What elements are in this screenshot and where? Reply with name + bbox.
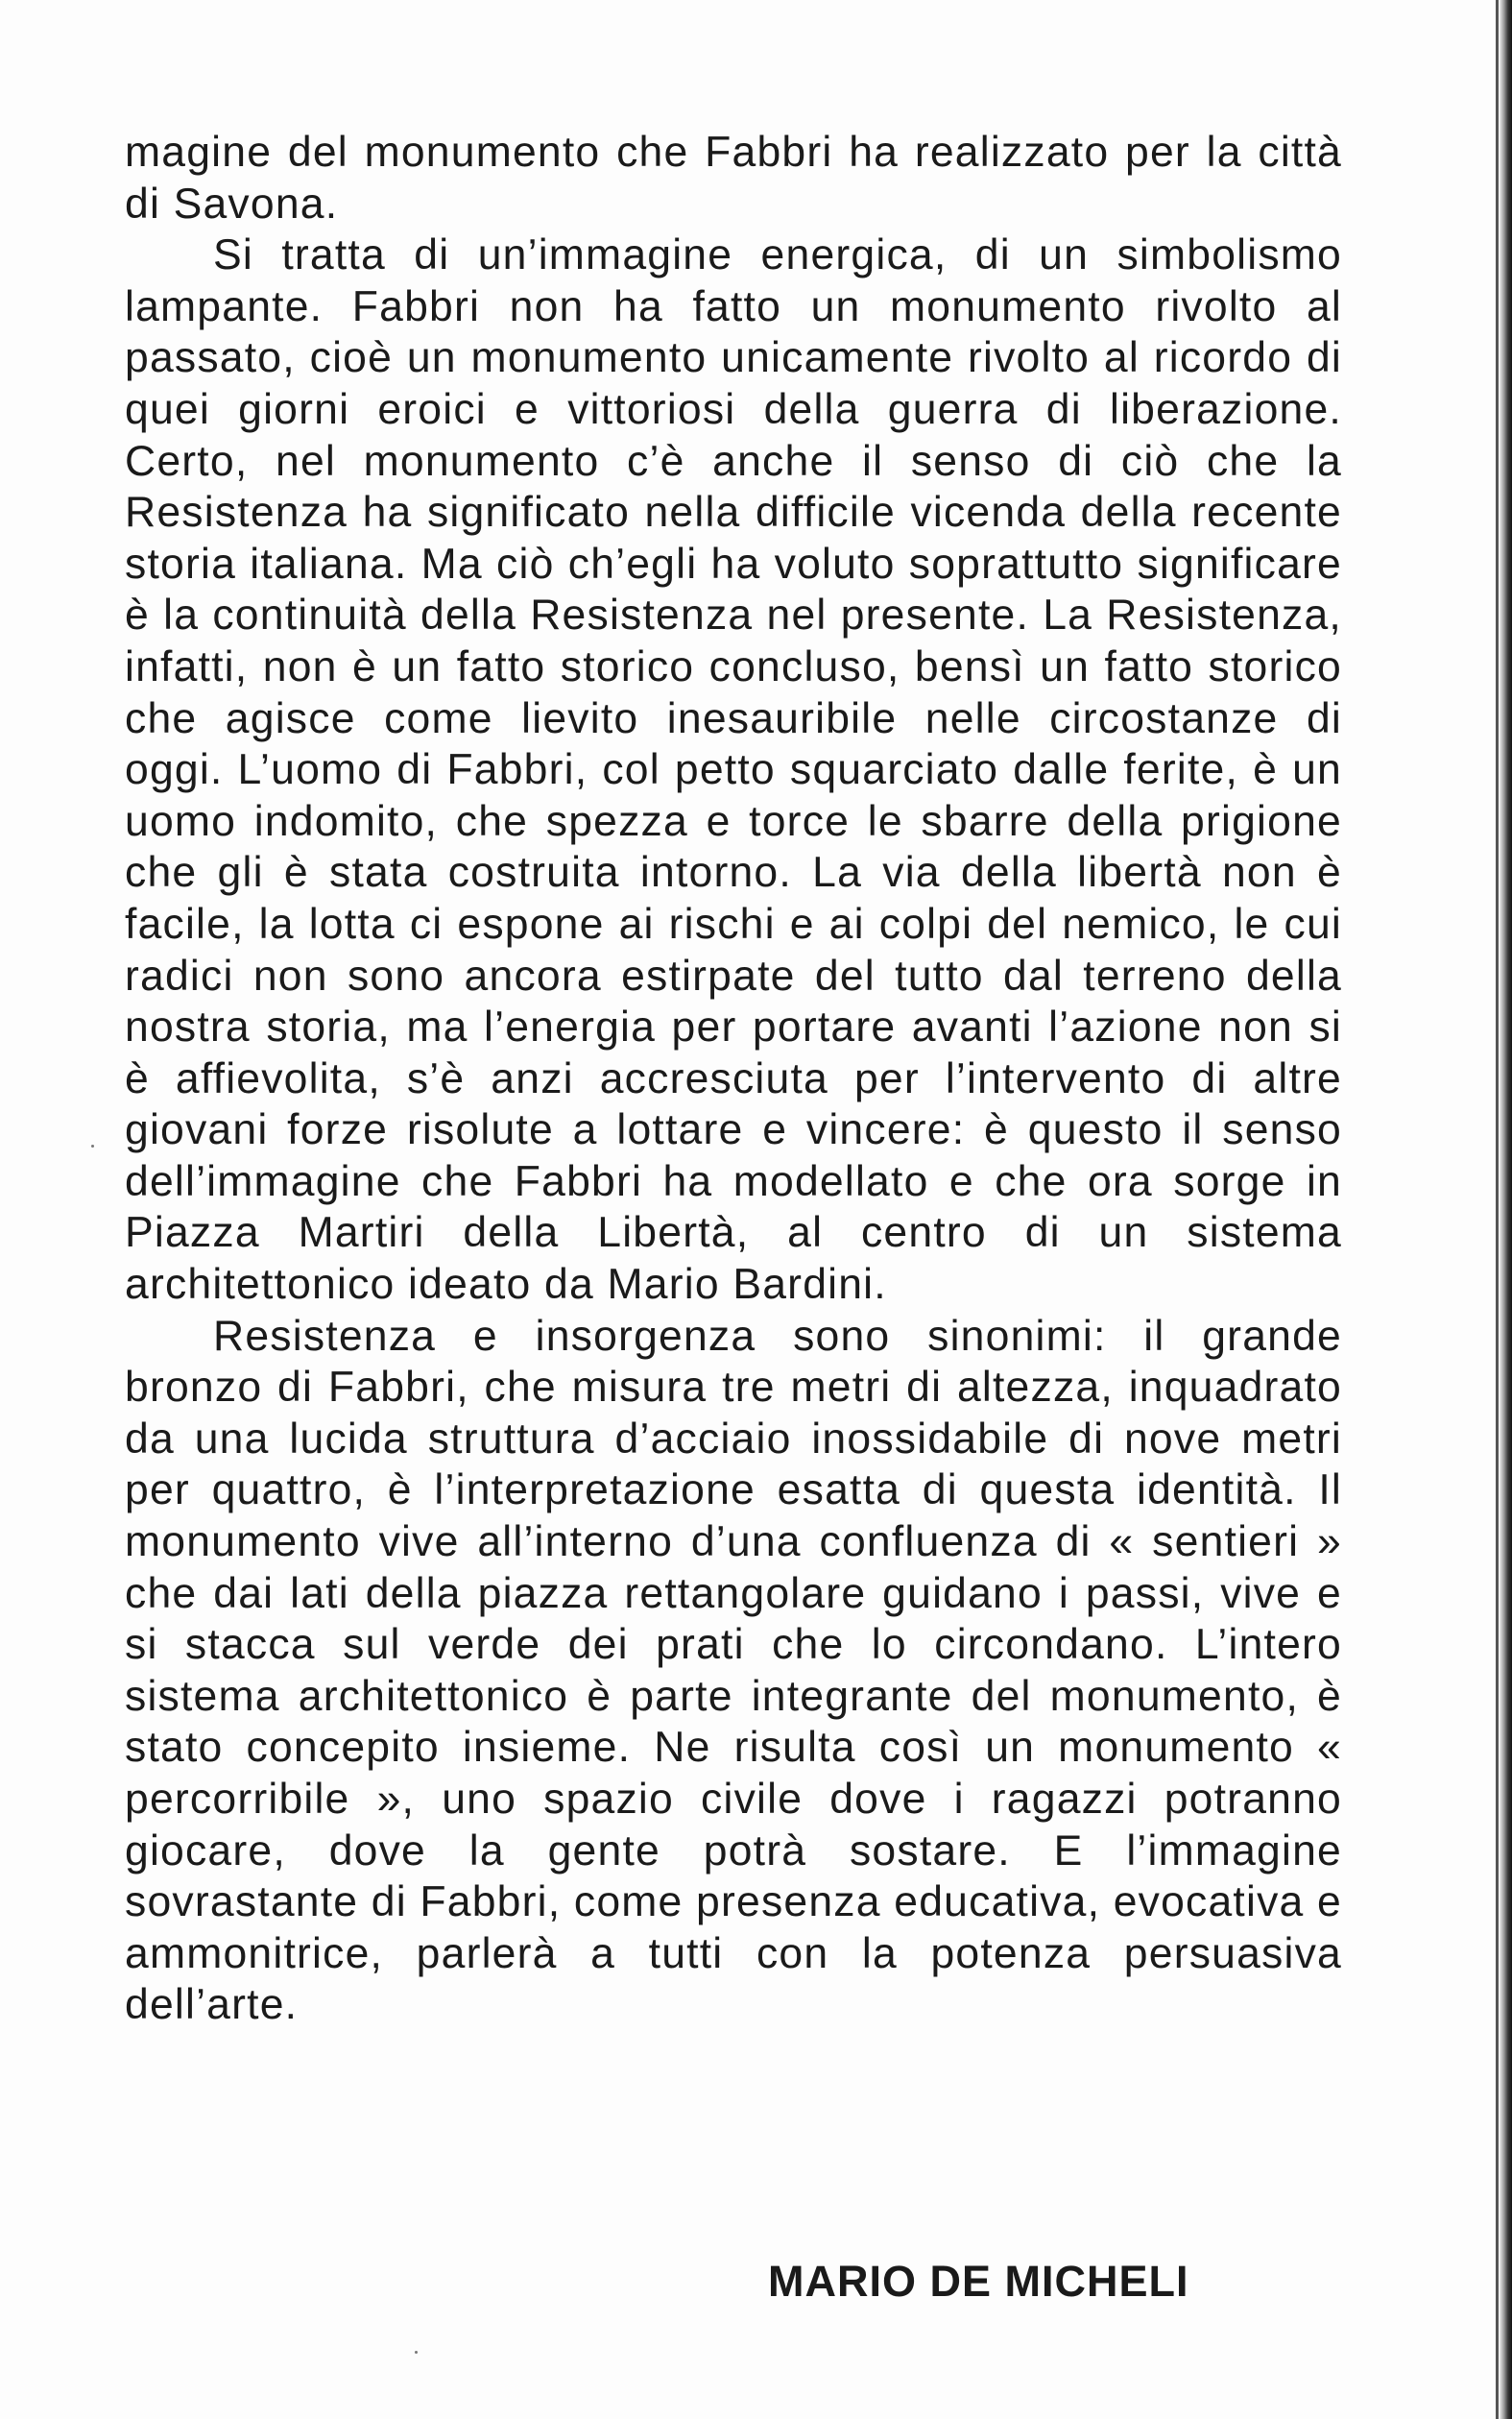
- scan-speck: [91, 1145, 94, 1148]
- paragraph-3: Resistenza e insorgenza sono sinonimi: il grande bronzo di Fabbri, che misura tre metri di altezza, inquadrato da una lucida struttura d’acciaio inossidabile di nove metri per quattro, è l’interpretazione esatta di questa identità. Il monumento vive all’interno d’una confluenza di « sentieri » che dai lati della piazza rettangolare guidano i passi, vive e si stacca sul verde dei prati che lo circondano. L’intero sistema architettonico è parte integrante del monumento, è stato concepito insieme. Ne risulta così un monumento « percorribile », uno spazio civile dove i ragazzi potranno giocare, dove la gente potrà sostare. E l’immagine sovrastante di Fabbri, come presenza educativa, evocativa e ammonitrice, parlerà a tutti con la potenza persuasiva dell’arte.: [125, 1312, 1342, 2029]
- scan-speck: [415, 2351, 418, 2354]
- paragraph-1: magine del monumento che Fabbri ha realizzato per la città di Savona.: [125, 129, 1342, 228]
- paragraph-2: Si tratta di un’immagine energica, di un simbolismo lampante. Fabbri non ha fatto un monumento rivolto al passato, cioè un monumento unicamente rivolto al ricordo di quei giorni eroici e vittoriosi della guerra di liberazione. Certo, nel monumento c’è anche il senso di ciò che la Resistenza ha significato nella difficile vicenda della recente storia italiana. Ma ciò ch’egli ha voluto soprattutto significare è la continuità della Resistenza nel presente. La Resistenza, infatti, non è un fatto storico concluso, bensì un fatto storico che agisce come lievito inesauribile nelle circostanze di oggi. L’uomo di Fabbri, col petto squarciato dalle ferite, è un uomo indomito, che spezza e torce le sbarre della prigione che gli è stata costruita intorno. La via della libertà non è facile, la lotta ci espone ai rischi e ai colpi del nemico, le cui radici non sono ancora estirpate del tutto dal terreno della nostra storia, ma l’energia per portare avanti l’azione non si è affievolita, s’è anzi accresciuta per l’intervento di altre giovani forze risolute a lottare e vincere: è questo il senso dell’immagine che Fabbri ha modellato e che ora sorge in Piazza Martiri della Libertà, al centro di un sistema architettonico ideato da Mario Bardini.: [125, 231, 1342, 1309]
- article-body: [125, 127, 1342, 2031]
- page-edge-shadow: [1499, 0, 1512, 2419]
- author-signature: MARIO DE MICHELI: [768, 2257, 1189, 2306]
